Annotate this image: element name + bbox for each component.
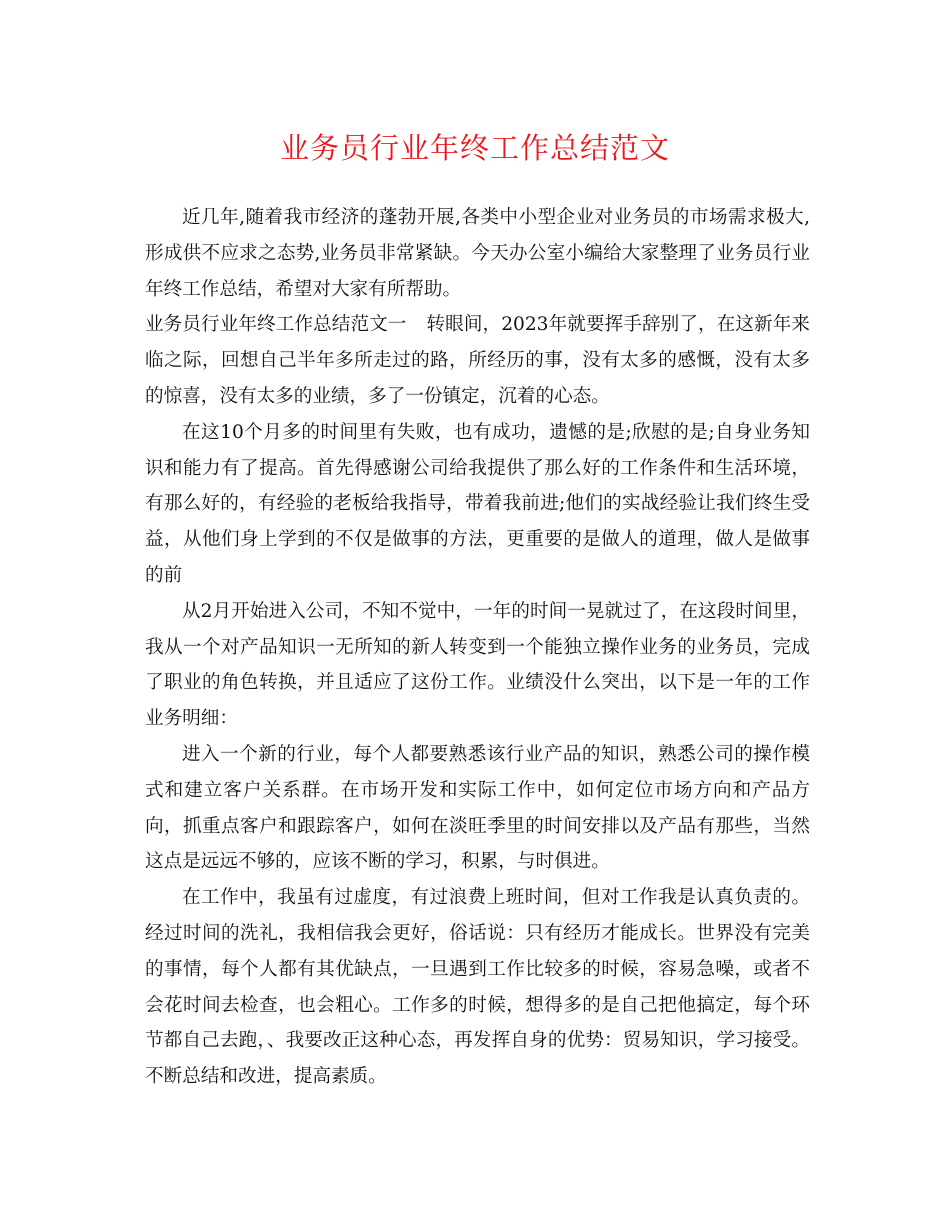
document-body	[145, 200, 810, 1095]
document-title: 业务员行业年终工作总结范文	[279, 131, 670, 165]
section-heading: 业务员行业年终工作总结范文一	[145, 314, 407, 336]
paragraph-new-industry: 进入一个新的行业，每个人都要熟悉该行业产品的知识，熟悉公司的操作模式和建立客户关系群。在市场开发和实际工作中，如何定位市场方向和产品方向，抓重点客户和跟踪客户，如何在淡旺季里的时间安排以及产品有那些，当然这点是远远不够的，应该不断的学习，积累，与时俱进。	[145, 743, 810, 873]
paragraph-joined-company: 从2月开始进入公司，不知不觉中，一年的时间一晃就过了，在这段时间里，我从一个对产品知识一无所知的新人转变到一个能独立操作业务的业务员，完成了职业的角色转换，并且适应了这份工作。业绩没什么突出，以下是一年的工作业务明细：	[145, 600, 810, 730]
section-text: 转眼间，2023年就要挥手辞别了，在这新年来临之际，回想自己半年多所走过的路，所经历的事，没有太多的感慨，没有太多的惊喜，没有太多的业绩，多了一份镇定，沉着的心态。	[145, 314, 810, 407]
paragraph-intro: 近几年,随着我市经济的蓬勃开展,各类中小型企业对业务员的市场需求极大,形成供不应求之态势,业务员非常紧缺。今天办公室小编给大家整理了业务员行业年终工作总结，希望对大家有所帮助。	[145, 207, 810, 300]
paragraph-self-improvement: 在工作中，我虽有过虚度，有过浪费上班时间，但对工作我是认真负责的。经过时间的洗礼，我相信我会更好，俗话说：只有经历才能成长。世界没有完美的事情，每个人都有其优缺点，一旦遇到工作比较多的时候，容易急噪，或者不会花时间去检查，也会粗心。工作多的时候，想得多的是自己把他搞定，每个环节都自己去跑，、我要改正这种心态，再发挥自身的优势：贸易知识，学习接受。不断总结和改进，提高素质。	[145, 887, 810, 1088]
paragraph-reflection: 在这10个月多的时间里有失败，也有成功，遗憾的是;欣慰的是;自身业务知识和能力有了提高。首先得感谢公司给我提供了那么好的工作条件和生活环境，有那么好的，有经验的老板给我指导，带着我前进;他们的实战经验让我们终生受益，从他们身上学到的不仅是做事的方法，更重要的是做人的道理，做人是做事的前	[145, 421, 810, 586]
paragraph-section-one	[145, 307, 810, 414]
